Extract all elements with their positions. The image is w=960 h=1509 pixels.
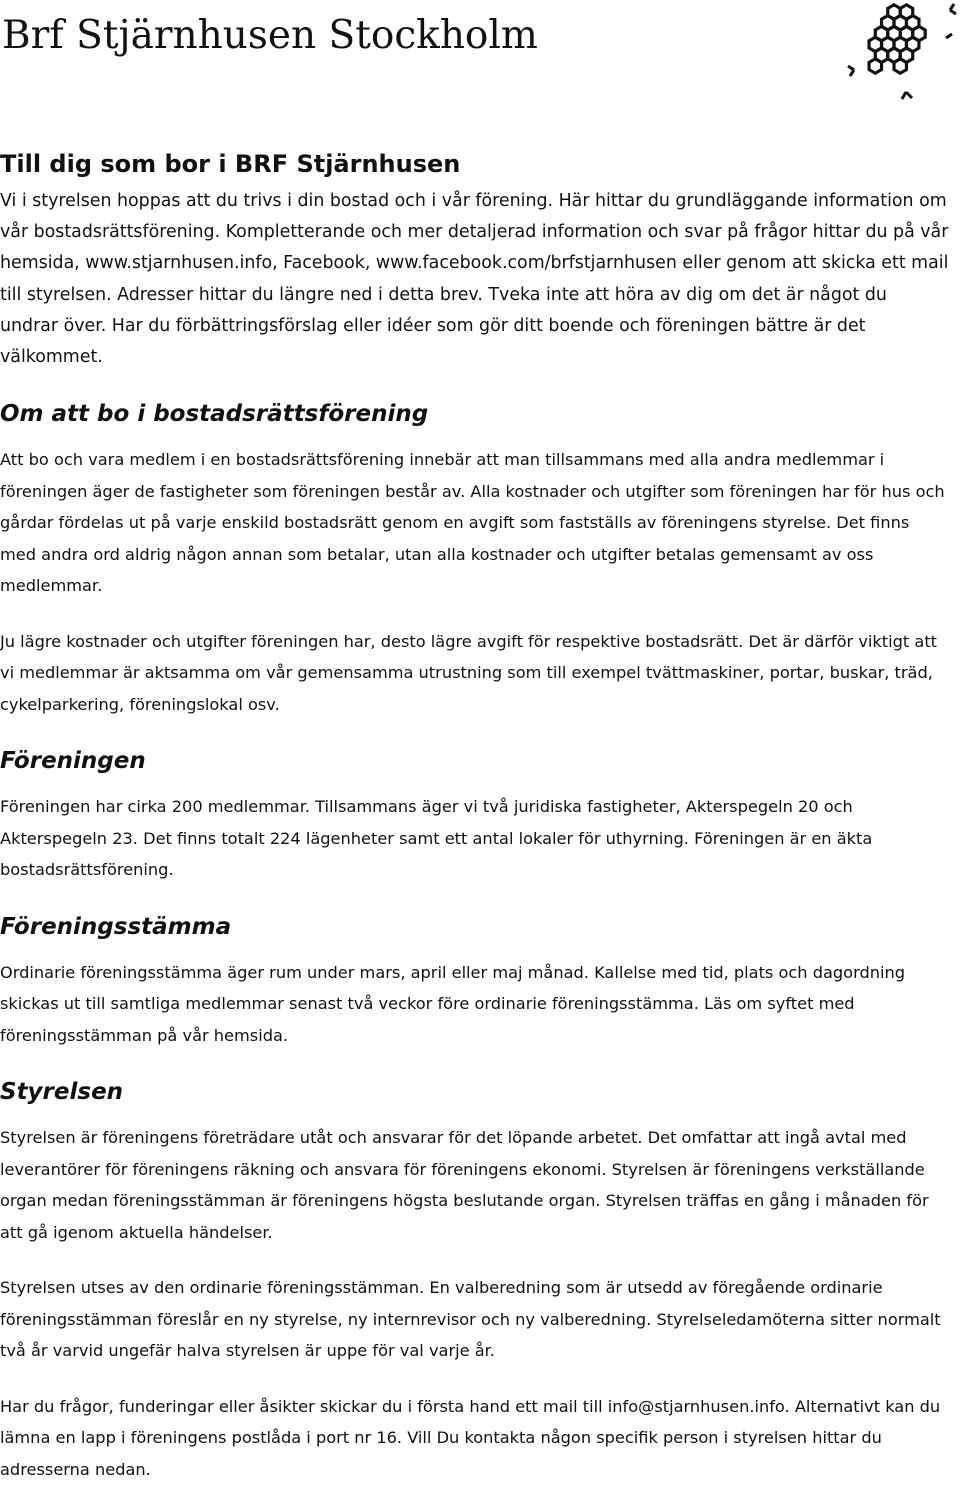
paragraph: Styrelsen utses av den ordinarie föreningsstämman. En valberedning som är utsedd av föregående ordinarie föreningsstämman föreslår en ny styrelse, ny internrevisor och ny valberedning. Styrelseledamöterna sitter normalt två år varvid ungefär halva styrelsen är uppe för val varje år. xyxy=(0,1278,941,1361)
logo-hexagon-cell xyxy=(869,59,881,73)
logo-stub xyxy=(906,92,912,98)
site-title: Brf Stjärnhusen Stockholm xyxy=(2,13,538,58)
section-heading: Föreningsstämma xyxy=(0,913,232,940)
section-styrelsen xyxy=(0,1075,950,1485)
intro-heading: Till dig som bor i BRF Stjärnhusen xyxy=(0,150,461,178)
paragraph: Har du frågor, funderingar eller åsikter skickar du i första hand ett mail till info@stjarnhusen.info. Alternativt kan du lämna en lapp i föreningens postlåda i port nr 16. Vill Du kontakta någon specifik person i styrelsen hittar du adresserna nedan. xyxy=(0,1396,941,1479)
paragraph: Ordinarie föreningsstämma äger rum under mars, april eller maj månad. Kallelse med tid, plats och dagordning skickas ut till samtliga medlemmar senast två veckor före ordinarie föreningsstämma. Läs om syftet med föreningsstämman på vår hemsida. xyxy=(0,962,906,1045)
logo-stub xyxy=(946,34,952,38)
section-foreningen xyxy=(0,744,950,886)
section-foreningsstamma xyxy=(0,910,950,1052)
intro-paragraph: Vi i styrelsen hoppas att du trivs i din bostad och i vår förening. Här hittar du grundläggande information om vår bostadsrättsförening. Kompletterande och mer detaljerad information och svar på frågor hittar du på vår hemsida, www.stjarnhusen.info, Facebook, www.facebook.com/brfstjarnhusen eller genom att skicka ett mail till styrelsen. Adresser hittar du längre ned i detta brev. Tveka inte att höra av dig om det är något du undrar över. Har du förbättringsförslag eller idéer som gör ditt boende och föreningen bättre är det välkommet. xyxy=(0,191,949,368)
paragraph: Styrelsen är föreningens företrädare utåt och ansvarar för det löpande arbetet. Det omfattar att ingå avtal med leverantörer för föreningens räkning och ansvara för föreningens ekonomi. Styrelsen är föreningens verkställande organ medan föreningsstämman är föreningens högsta beslutande organ. Styrelsen träffas en gång i månaden för att gå igenom aktuella händelser. xyxy=(0,1128,929,1242)
hexagon-cluster-logo-icon xyxy=(846,0,958,100)
logo-stub xyxy=(950,4,954,10)
intro-section xyxy=(0,142,950,373)
logo-stub xyxy=(850,70,854,76)
section-bostadsrattsforening xyxy=(0,397,950,720)
paragraph: Ju lägre kostnader och utgifter föreningen har, desto lägre avgift för respektive bostadsrätt. Det är därför viktigt att vi medlemmar är aktsamma om vår gemensamma utrustning som till exempel tvättmaskiner, portar, buskar, träd, cykelparkering, föreningslokal osv. xyxy=(0,631,938,714)
logo-stub xyxy=(950,10,956,14)
section-heading: Föreningen xyxy=(0,748,146,775)
section-heading: Styrelsen xyxy=(0,1079,124,1106)
letter-body xyxy=(0,142,950,1509)
paragraph: Föreningen har cirka 200 medlemmar. Tillsammans äger vi två juridiska fastigheter, Akterspegeln 20 och Akterspegeln 23. Det finns totalt 224 lägenheter samt ett antal lokaler för uthyrning. Föreningen är en äkta bostadsrättsförening. xyxy=(0,797,873,880)
paragraph: Att bo och vara medlem i en bostadsrättsförening innebär att man tillsammans med alla andra medlemmar i föreningen äger de fastigheter som föreningen består av. Alla kostnader och utgifter som föreningen har för hus och gårdar fördelas ut på varje enskild bostadsrätt genom en avgift som fastställs av föreningens styrelse. Det finns med andra ord aldrig någon annan som betalar, utan alla kostnader och utgifter betalas gemensamt av oss medlemmar. xyxy=(0,450,945,596)
logo-hexagon-cell xyxy=(894,59,906,73)
section-heading: Om att bo i bostadsrättsförening xyxy=(0,401,429,428)
page-header xyxy=(0,0,960,110)
